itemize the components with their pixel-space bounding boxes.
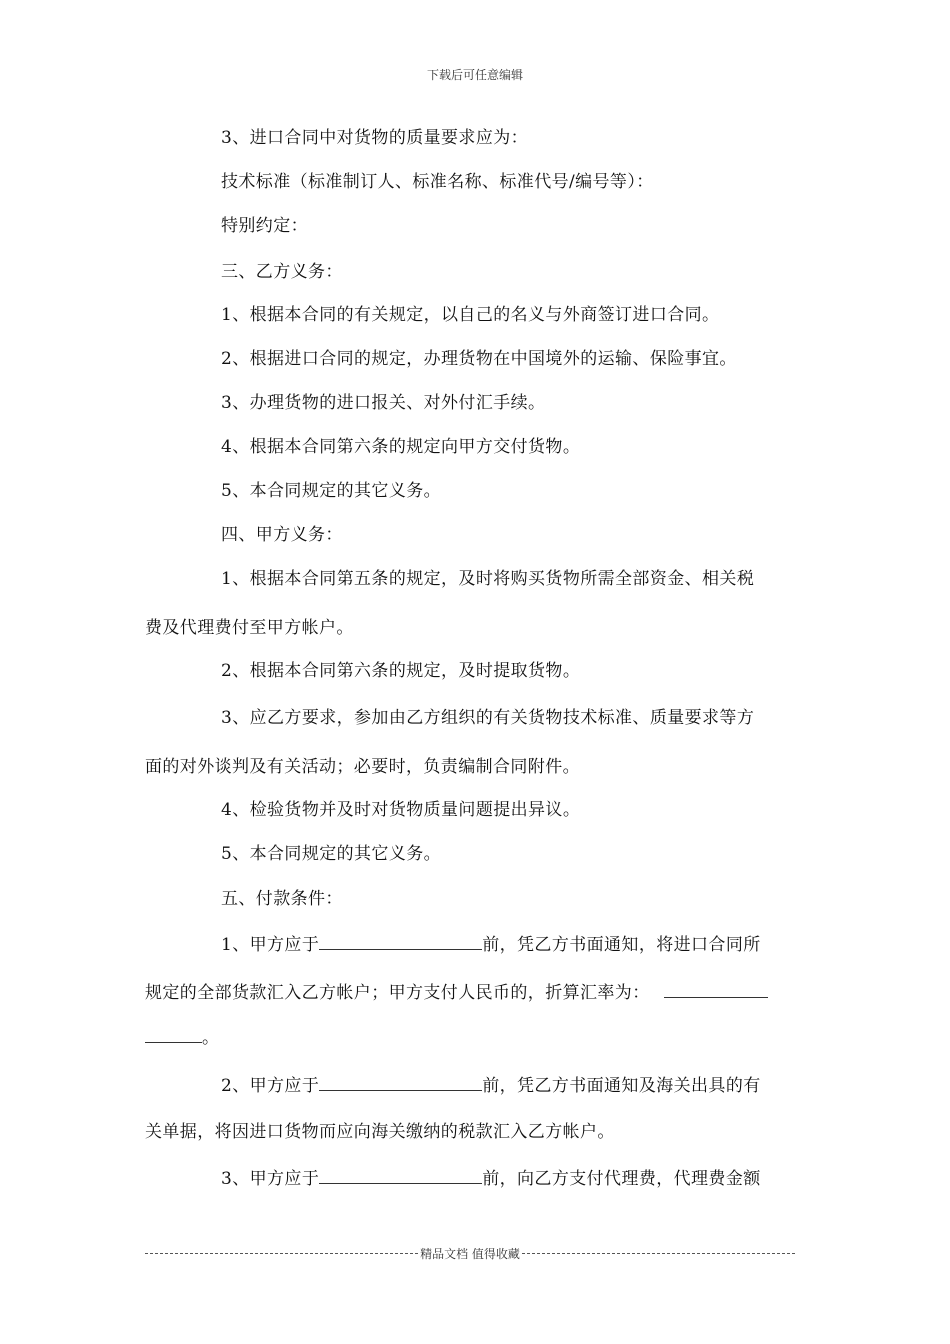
- paragraph: 3、办理货物的进口报关、对外付汇手续。: [221, 393, 546, 413]
- section-heading: 五、付款条件：: [221, 889, 343, 909]
- footer-rule-left: [145, 1253, 418, 1254]
- paragraph: 2、根据本合同第六条的规定，及时提取货物。: [221, 661, 581, 681]
- paragraph: 2、根据进口合同的规定，办理货物在中国境外的运输、保险事宜。: [221, 349, 737, 369]
- paragraph: 技术标准（标准制订人、标准名称、标准代号/编号等）：: [221, 172, 654, 192]
- paragraph: 5、本合同规定的其它义务。: [221, 481, 442, 501]
- clause-text: 规定的全部货款汇入乙方帐户；甲方支付人民币的，折算汇率为：: [145, 983, 650, 1003]
- payment-clause-1-end: [145, 1024, 219, 1050]
- payment-clause-1-cont: [145, 979, 768, 1005]
- rate-blank-cont: [145, 1024, 202, 1043]
- section-heading: 三、乙方义务：: [221, 262, 343, 282]
- rate-blank: [664, 979, 768, 998]
- paragraph: 3、应乙方要求，参加由乙方组织的有关货物技术标准、质量要求等方: [221, 708, 755, 728]
- clause-text: 。: [202, 1028, 220, 1048]
- paragraph: 1、根据本合同的有关规定，以自己的名义与外商签订进口合同。: [221, 305, 720, 325]
- paragraph: 特别约定：: [221, 216, 308, 236]
- footer-text: 精品文档 值得收藏: [420, 1247, 520, 1261]
- payment-clause-2: [221, 1072, 761, 1098]
- paragraph: 4、检验货物并及时对货物质量问题提出异议。: [221, 800, 581, 820]
- clause-text: 前，凭乙方书面通知及海关出具的有: [482, 1076, 761, 1096]
- payment-clause-2-cont: 关单据，将因进口货物而应向海关缴纳的税款汇入乙方帐户。: [145, 1122, 615, 1142]
- paragraph: 4、根据本合同第六条的规定向甲方交付货物。: [221, 437, 581, 457]
- date-blank: [319, 1072, 482, 1091]
- payment-clause-3: [221, 1165, 761, 1191]
- clause-text: 1、甲方应于: [221, 935, 320, 955]
- footer-rule-right: [522, 1253, 795, 1254]
- clause-text: 3、甲方应于: [221, 1169, 320, 1189]
- page-footer: [145, 1245, 795, 1262]
- paragraph: 5、本合同规定的其它义务。: [221, 844, 442, 864]
- payment-clause-1: [221, 931, 761, 957]
- clause-text: 2、甲方应于: [221, 1076, 320, 1096]
- paragraph-continuation: 面的对外谈判及有关活动；必要时，负责编制合同附件。: [145, 757, 580, 777]
- page-header: 下载后可任意编辑: [426, 68, 523, 82]
- paragraph: 3、进口合同中对货物的质量要求应为：: [221, 128, 529, 148]
- section-heading: 四、甲方义务：: [221, 525, 343, 545]
- paragraph: 1、根据本合同第五条的规定，及时将购买货物所需全部资金、相关税: [221, 569, 755, 589]
- clause-text: 前，向乙方支付代理费，代理费金额: [482, 1169, 761, 1189]
- date-blank: [319, 1165, 482, 1184]
- clause-text: 前，凭乙方书面通知，将进口合同所: [482, 935, 761, 955]
- date-blank: [319, 931, 482, 950]
- paragraph-continuation: 费及代理费付至甲方帐户。: [145, 618, 354, 638]
